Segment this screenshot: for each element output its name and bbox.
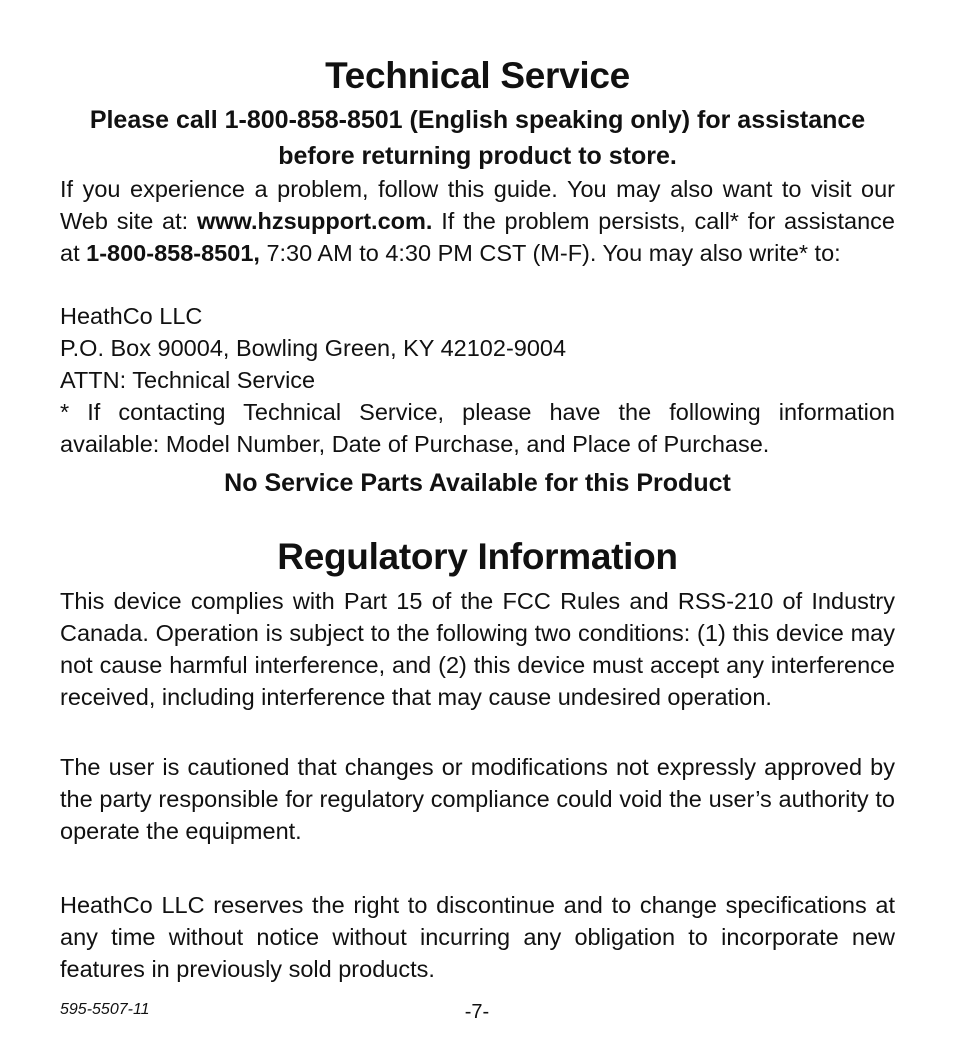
contact-note: * If contacting Technical Service, please have the following information available: Model Number, Date of Purchase, and Place of Purchase. bbox=[60, 399, 895, 457]
modification-caution-paragraph: The user is cautioned that changes or modifications not expressly approved by the party responsible for regulatory compliance could void the user’s authority to operate the equipment. bbox=[60, 754, 895, 844]
regulatory-heading: Regulatory Information bbox=[277, 536, 678, 577]
support-website-link[interactable]: www.hzsupport.com. bbox=[197, 208, 433, 234]
intro-text-1: If you experience a problem, follow this guide. You may also want to visit our Web site at: bbox=[60, 176, 895, 234]
technical-service-heading: Technical Service bbox=[325, 55, 630, 96]
address-street: P.O. Box 90004, Bowling Green, KY 42102-9004 bbox=[60, 335, 567, 361]
fcc-compliance-paragraph: This device complies with Part 15 of the FCC Rules and RSS-210 of Industry Canada. Operation is subject to the following two conditions: (1) this device may not cause harmful interference, and (2) this device must accept any interference received, including interference that may cause undesired operation. bbox=[60, 588, 895, 710]
support-phone-number: 1-800-858-8501, bbox=[86, 240, 260, 266]
document-number: 595-5507-11 bbox=[60, 1001, 150, 1018]
address-company: HeathCo LLC bbox=[60, 303, 203, 329]
support-intro-paragraph bbox=[60, 173, 895, 269]
specification-change-paragraph: HeathCo LLC reserves the right to discontinue and to change specifications at any time without notice without incurring any obligation to incorporate new features in previously sold products. bbox=[60, 892, 895, 982]
page-number: -7- bbox=[464, 1001, 490, 1023]
no-parts-notice: No Service Parts Available for this Product bbox=[224, 469, 731, 497]
intro-text-2: If the problem persists, call* for assistance at bbox=[60, 208, 896, 266]
support-callout: Please call 1-800-858-8501 (English speaking only) for assistance before returning product to store. bbox=[89, 106, 866, 170]
intro-text-3: 7:30 AM to 4:30 PM CST (M-F). You may also write* to: bbox=[259, 240, 841, 266]
address-attn: ATTN: Technical Service bbox=[60, 367, 316, 393]
